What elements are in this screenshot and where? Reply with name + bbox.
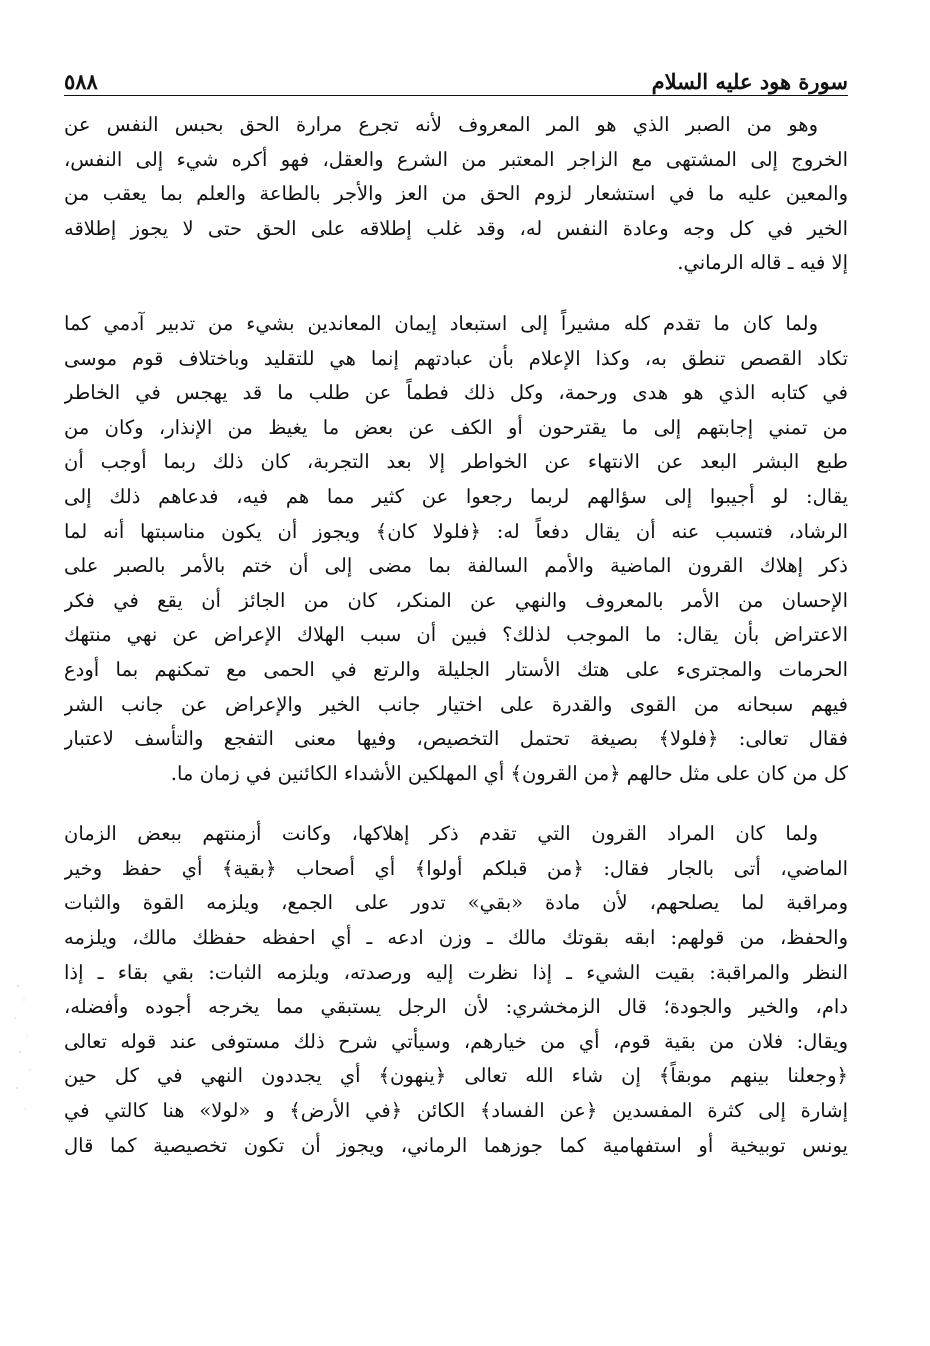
text-line: الإحسان من الأمر بالمعروف والنهي عن المنكر، كان من الجائز أن يقع في فكر	[64, 588, 848, 612]
text-line: النظر والمراقبة: بقيت الشيء ـ إذا نظرت إليه ورصدته، ويلزمه الثبات: بقي بقاء ـ إذا	[64, 960, 848, 984]
text-line: كل من كان على مثل حالهم ﴿من القرون﴾ أي المهلكين الأشداء الكائنين في زمان ما.	[170, 761, 848, 785]
text-line: يونس توبيخية أو استفهامية كما جوزهما الرماني، ويجوز أن تكون تخصيصية كما قال	[64, 1133, 848, 1157]
text-line: إلا فيه ـ قاله الرماني.	[677, 251, 848, 275]
running-title: سورة هود عليه السلام	[651, 69, 848, 94]
text-line: والحفظ، من قولهم: ابقه بقوتك مالك ـ وزن ادعه ـ أي احفظه حفظك مالك، ويلزمه	[64, 926, 848, 950]
text-line: الرشاد، فتسبب عنه أن يقال دفعاً له: ﴿فلولا كان﴾ ويجوز أن يكون مناسبتها أنه لما	[64, 519, 848, 543]
text-line: ويقال: فلان من بقية قوم، أي من خيارهم، وسيأتي شرح ذلك مستوفى عند قوله تعالى	[64, 1029, 848, 1053]
text-line: ولما كان المراد القرون التي تقدم ذكر إهلاكها، وكانت أزمنتهم ببعض الزمان	[64, 822, 818, 846]
text-line: والمعين عليه ما في استشعار لزوم الحق من العز والأجر بالطاعة والعلم بما يعقب من	[64, 182, 848, 206]
text-line: الحرمات والمجترىء على هتك الأستار الجليلة والرتع في الحمى مع تمكنهم بما أودع	[64, 657, 848, 681]
text-line: دام، والخير والجودة؛ قال الزمخشري: لأن الرجل يستبقي مما يخرجه أجوده وأفضله،	[64, 995, 848, 1019]
page-number: ٥٨٨	[64, 69, 98, 94]
paragraph-2	[64, 307, 848, 791]
text-line: من تمني إجابتهم إلى ما يقترحون أو الكف عن بعض ما يغيظ من الإنذار، وكان من	[64, 415, 848, 439]
text-line: الخير في كل وجه وعادة النفس له، وقد غلب إطلاقه على الحق حتى لا يجوز إطلاقه	[64, 216, 848, 240]
text-line: ذكر إهلاك القرون الماضية والأمم السالفة بما مضى إلى أن ختم بالأمر بالصبر على	[64, 554, 848, 578]
text-line: الاعتراض بأن يقال: ما الموجب لذلك؟ فبين أن سبب الهلاك الإعراض عن نهي منتهك	[64, 623, 848, 647]
text-line: تكاد القصص تنطق به، وكذا الإعلام بأن عبادتهم إنما هي للتقليد وباختلاف قوم موسى	[64, 346, 848, 370]
paragraph-gap	[64, 791, 848, 817]
text-line: فيهم سبحانه من القوى والقدرة على اختيار جانب الخير والإعراض عن جانب الشر	[64, 692, 848, 716]
text-line: الماضي، أتى بالجار فقال: ﴿من قبلكم أولوا﴾ أي أصحاب ﴿بقية﴾ أي حفظ وخير	[64, 856, 848, 880]
text-line: يقال: لو أجيبوا إلى سؤالهم لربما رجعوا عن كثير مما هم فيه، فدعاهم ذلك إلى	[64, 484, 848, 508]
paragraph-3	[64, 817, 848, 1163]
text-line: وهو من الصبر الذي هو المر المعروف لأنه تجرع مرارة الحق بحبس النفس عن	[64, 113, 818, 136]
scan-speckle	[8, 978, 40, 1128]
text-line: ﴿وجعلنا بينهم موبقاً﴾ إن شاء الله تعالى ﴿ينهون﴾ أي يجددون النهي في كل حين	[64, 1064, 848, 1088]
text-line: طبع البشر البعد عن الانتهاء عن الخواطر إلا بعد التجربة، كان ذلك ربما أوجب أن	[64, 450, 848, 474]
text-line: ولما كان ما تقدم كله مشيراً إلى استبعاد إيمان المعاندين بشيء من تدبير آدمي كما	[64, 311, 818, 335]
text-line: فقال تعالى: ﴿فلولا﴾ بصيغة تحتمل التخصيص، وفيها معنى التفجع والتأسف لاعتبار	[64, 727, 848, 751]
text-line: ومراقبة لما يصلحهم، لأن مادة «بقي» تدور على الجمع، ويلزمه القوة والثبات	[64, 891, 848, 915]
text-line: إشارة إلى كثرة المفسدين ﴿عن الفساد﴾ الكائن ﴿في الأرض﴾ و «لولا» هنا كالتي في	[64, 1099, 848, 1123]
page-body	[64, 108, 848, 1163]
paragraph-1	[64, 108, 848, 281]
paragraph-gap	[64, 281, 848, 307]
text-line: الخروج إلى المشتهى مع الزاجر المعتبر من الشرع والعقل، فهو أكره شيء إلى النفس،	[64, 147, 848, 171]
text-line: في كتابه الذي هو هدى ورحمة، وكل ذلك فطماً عن طلب ما قد يهجس في الخاطر	[64, 381, 848, 405]
page-header	[64, 58, 848, 94]
header-rule	[64, 95, 848, 96]
